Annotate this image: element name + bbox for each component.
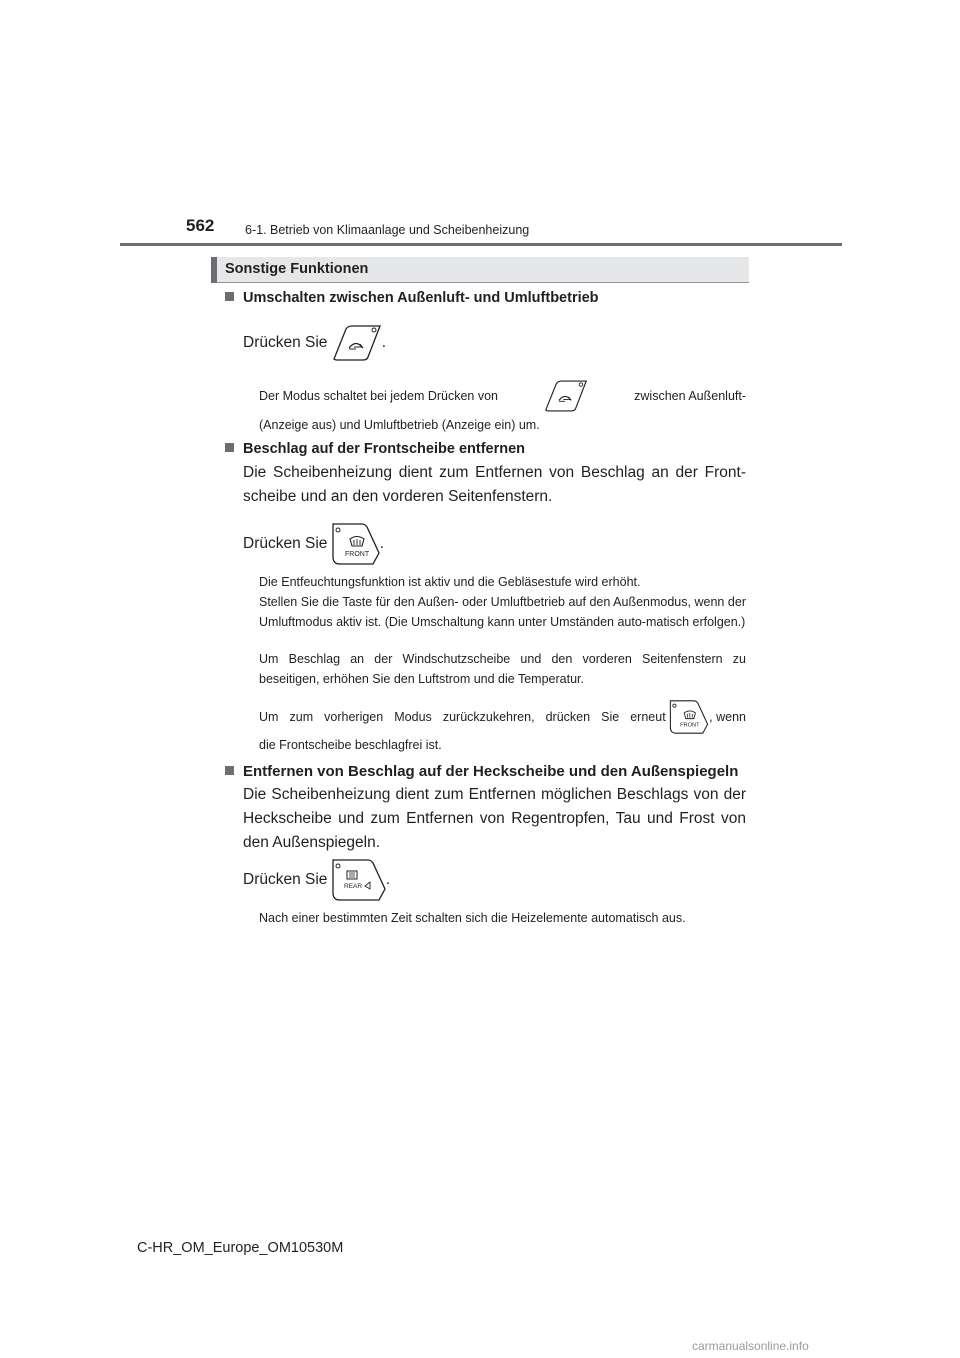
front-note-3: Um Beschlag an der Windschutzscheibe und den vorderen Seitenfenstern zu beseitigen, erhöhen Sie den Luftstrom und die Temperatur. xyxy=(259,652,746,686)
front-heading: Beschlag auf der Frontscheibe entfernen xyxy=(225,441,755,457)
front-note-4: Um zum vorherigen Modus zurückzukehren, drücken Sie erneut FRONT , wenn xyxy=(259,700,746,734)
rear-defogger-button-icon xyxy=(332,859,386,901)
heading-square-icon xyxy=(225,443,234,452)
recirc-note-line1: Der Modus schaltet bei jedem Drücken von zwischen Außenluft- xyxy=(259,378,746,414)
front-note-4-line2: die Frontscheibe beschlagfrei ist. xyxy=(259,738,442,752)
front-body: Die Scheibenheizung dient zum Entfernen von Beschlag an der Front-scheibe und an den vorderen Seitenfenstern. xyxy=(243,464,746,505)
front-note-2: Stellen Sie die Taste für den Außen- oder Umluftbetrieb auf den Außenmodus, wenn der Umluftmodus aktiv ist. (Die Umschaltung kann unter Umständen auto-matisch erfolgen.) xyxy=(259,595,746,629)
section-title: Sonstige Funktionen xyxy=(225,261,369,277)
svg-text:FRONT: FRONT xyxy=(344,551,369,558)
rear-press-line: Drücken Sie REAR . xyxy=(243,858,746,902)
rear-heading: Entfernen von Beschlag auf der Heckscheibe und den Außenspiegeln xyxy=(225,763,755,780)
rear-note: Nach einer bestimmten Zeit schalten sich die Heizelemente automatisch aus. xyxy=(259,911,686,925)
page-number: 562 xyxy=(186,216,215,235)
section-header xyxy=(211,257,749,283)
front-defroster-button-icon xyxy=(332,523,380,565)
svg-text:FRONT: FRONT xyxy=(680,722,700,729)
document-code: C-HR_OM_Europe_OM10530M xyxy=(137,1240,344,1256)
watermark: carmanualsonline.info xyxy=(692,1339,809,1353)
section-marker xyxy=(211,257,217,283)
recirculation-button-icon xyxy=(332,325,382,361)
heading-square-icon xyxy=(225,292,234,301)
heading-square-icon xyxy=(225,766,234,775)
front-note-1: Die Entfeuchtungsfunktion ist aktiv und die Gebläsestufe wird erhöht. xyxy=(259,575,641,589)
recirc-heading: Umschalten zwischen Außenluft- und Umluftbetrieb xyxy=(225,290,755,306)
recirculation-button-icon xyxy=(544,380,588,412)
running-head: 6-1. Betrieb von Klimaanlage und Scheibenheizung xyxy=(245,223,530,237)
front-press-line: Drücken Sie FRONT . xyxy=(243,522,746,566)
rear-body: Die Scheibenheizung dient zum Entfernen möglichen Beschlags von der Heckscheibe und zum Entfernen von Regentropfen, Tau und Frost von den Außenspiegeln. xyxy=(243,786,746,851)
svg-text:REAR: REAR xyxy=(343,883,362,890)
front-defroster-button-icon xyxy=(669,700,709,734)
recirc-press-line: Drücken Sie . xyxy=(243,324,746,362)
recirc-note-line2: (Anzeige aus) und Umluftbetrieb (Anzeige ein) um. xyxy=(259,418,540,432)
header-rule xyxy=(120,243,842,246)
